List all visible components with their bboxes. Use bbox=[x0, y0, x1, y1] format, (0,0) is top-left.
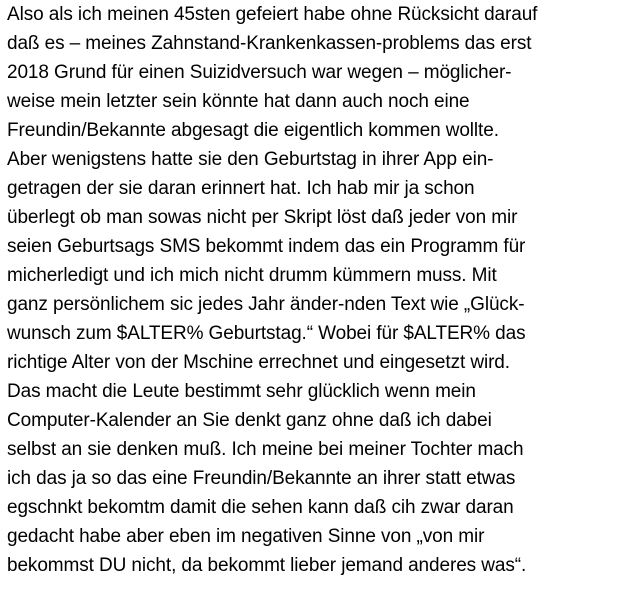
text-line: richtige Alter von der Mschine errechnet und eingesetzt wird. bbox=[7, 352, 510, 373]
body-text bbox=[7, 0, 624, 580]
text-line: weise mein letzter sein könnte hat dann auch noch eine bbox=[7, 91, 470, 112]
text-line: selbst an sie denken muß. Ich meine bei meiner Tochter mach bbox=[7, 439, 524, 460]
text-line: ganz persönlichem sic jedes Jahr änder-nden Text wie „Glück- bbox=[7, 294, 525, 315]
text-line: ich das ja so das eine Freundin/Bekannte an ihrer statt etwas bbox=[7, 468, 516, 489]
text-line: micherledigt und ich mich nicht drumm kümmern muss. Mit bbox=[7, 265, 497, 286]
text-line: egschnkt bekomtm damit die sehen kann daß cih zwar daran bbox=[7, 497, 514, 518]
text-line: Freundin/Bekannte abgesagt die eigentlich kommen wollte. bbox=[7, 120, 499, 141]
text-line: Also als ich meinen 45sten gefeiert habe ohne Rücksicht darauf bbox=[7, 4, 538, 25]
text-line: daß es – meines Zahnstand-Krankenkassen-problems das erst bbox=[7, 33, 532, 54]
text-line: Aber wenigstens hatte sie den Geburtstag in ihrer App ein- bbox=[7, 149, 494, 170]
text-line: 2018 Grund für einen Suizidversuch war wegen – möglicher- bbox=[7, 62, 512, 83]
text-line: überlegt ob man sowas nicht per Skript löst daß jeder von mir bbox=[7, 207, 518, 228]
text-line: getragen der sie daran erinnert hat. Ich hab mir ja schon bbox=[7, 178, 475, 199]
text-line: Computer-Kalender an Sie denkt ganz ohne daß ich dabei bbox=[7, 410, 492, 431]
text-line: bekommst DU nicht, da bekommt lieber jemand anderes was“. bbox=[7, 555, 527, 576]
text-line: Das macht die Leute bestimmt sehr glücklich wenn mein bbox=[7, 381, 476, 402]
text-line: wunsch zum $ALTER% Geburtstag.“ Wobei für $ALTER% das bbox=[7, 323, 526, 344]
text-line: gedacht habe aber eben im negativen Sinne von „von mir bbox=[7, 526, 485, 547]
text-line: seien Geburtsags SMS bekommt indem das ein Programm für bbox=[7, 236, 526, 257]
